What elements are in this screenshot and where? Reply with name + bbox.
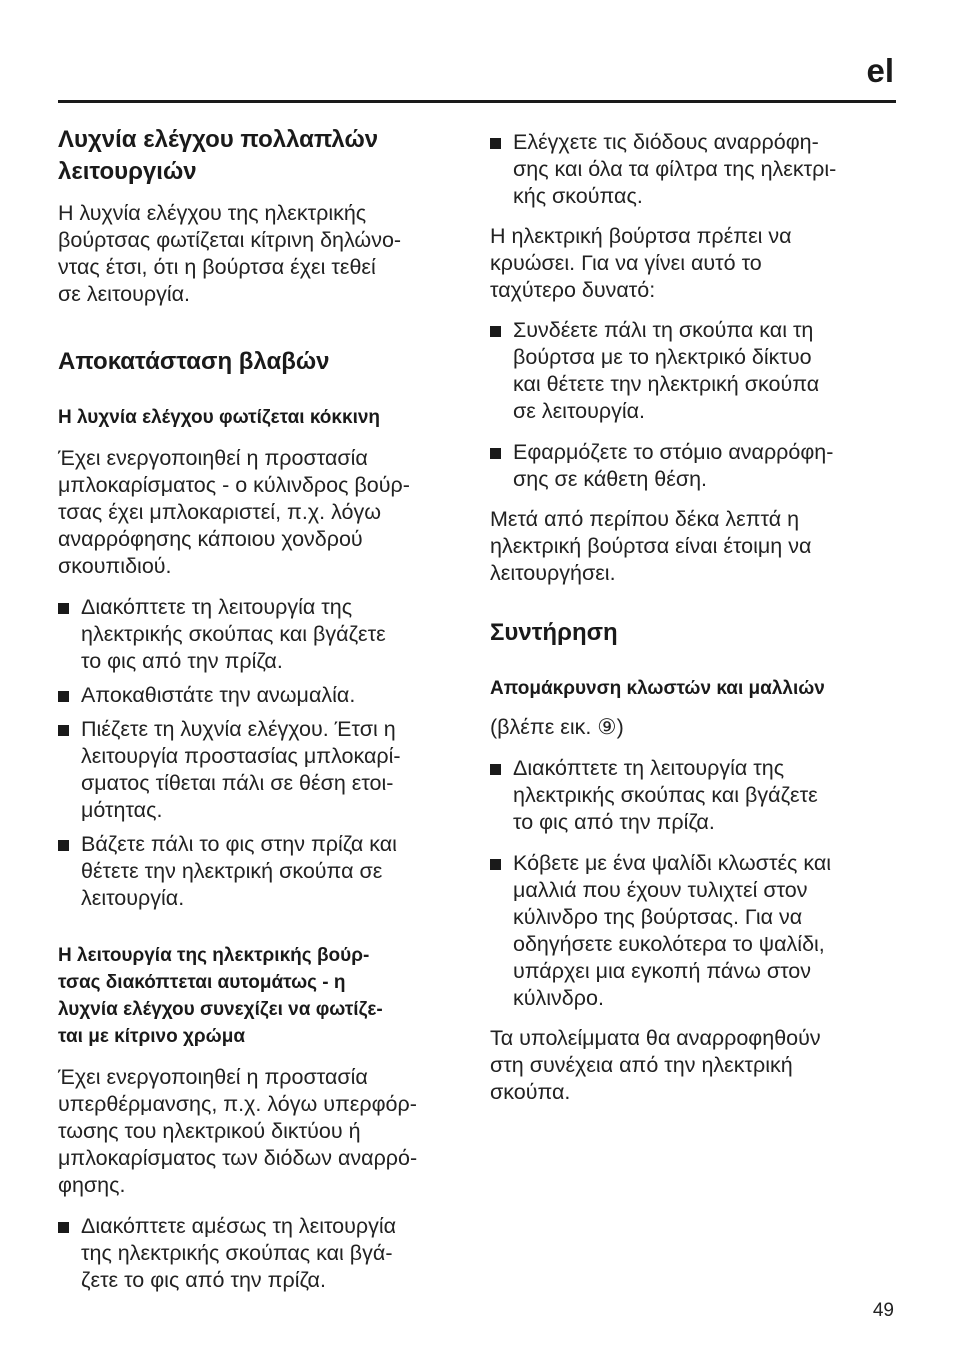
cool-down-steps xyxy=(490,317,900,493)
paragraph-cool-down: Η ηλεκτρική βούρτσα πρέπει να κρυώσει. Για να γίνει αυτό το ταχύτερο δυνατό: xyxy=(490,224,792,302)
header-rule xyxy=(58,100,896,103)
figure-reference: (βλέπε εικ. ⑨) xyxy=(490,715,624,739)
list-item: Εφαρμόζετε το στόμιο αναρρόφη- σης σε κάθετη θέση. xyxy=(490,439,900,493)
auto-off-steps xyxy=(58,1213,468,1294)
heading-maintenance: Συντήρηση xyxy=(490,619,618,646)
paragraph-ready: Μετά από περίπου δέκα λεπτά η ηλεκτρική βούρτσα είναι έτοιμη να λειτουργήσει. xyxy=(490,507,812,585)
paragraph-control-lamp: Η λυχνία ελέγχου της ηλεκτρικής βούρτσας φωτίζεται κίτρινη δηλώνο- ντας έτσι, ότι η βούρτσα έχει τεθεί σε λειτουργία. xyxy=(58,201,402,306)
list-item: Βάζετε πάλι το φις στην πρίζα και θέτετε την ηλεκτρική σκούπα σε λειτουργία. xyxy=(58,831,468,912)
list-item: Κόβετε με ένα ψαλίδι κλωστές και μαλλιά που έχουν τυλιχτεί στον κύλινδρο της βούρτσας. Για να οδηγήσετε ευκολότερα το ψαλίδι, υπάρχει μια εγκοπή πάνω στον κύλινδρο. xyxy=(490,850,900,1012)
left-column xyxy=(58,124,468,1294)
list-item: Διακόπτετε τη λειτουργία της ηλεκτρικής σκούπας και βγάζετε το φις από την πρίζα. xyxy=(490,755,900,836)
list-item: Ελέγχετε τις διόδους αναρρόφη- σης και όλα τα φίλτρα της ηλεκτρι- κής σκούπας. xyxy=(490,129,900,210)
heading-red-lamp: Η λυχνία ελέγχου φωτίζεται κόκκινη xyxy=(58,407,381,428)
heading-control-lamp: Λυχνία ελέγχου πολλαπλών λειτουργιών xyxy=(58,126,379,185)
list-item: Συνδέετε πάλι τη σκούπα και τη βούρτσα με το ηλεκτρικό δίκτυο και θέτετε την ηλεκτρική σκούπα σε λειτουργία. xyxy=(490,317,900,425)
heading-remove-threads: Απομάκρυνση κλωστών και μαλλιών xyxy=(490,678,825,699)
paragraph-auto-off: Έχει ενεργοποιηθεί η προστασία υπερθέρμανσης, π.χ. λόγω υπερφόρ- τωσης του ηλεκτρικού δικτύου ή μπλοκαρίσματος των διόδων αναρρό- φησης. xyxy=(58,1065,418,1197)
page-number: 49 xyxy=(872,1300,894,1321)
paragraph-red-lamp: Έχει ενεργοποιηθεί η προστασία μπλοκαρίσματος - ο κύλινδρος βούρ- τσας έχει μπλοκαριστεί, π.χ. λόγω αναρρόφησης κάποιου χονδρού σκουπιδιού. xyxy=(58,446,410,578)
list-item: Διακόπτετε τη λειτουργία της ηλεκτρικής σκούπας και βγάζετε το φις από την πρίζα. xyxy=(58,594,468,675)
heading-auto-off: Η λειτουργία της ηλεκτρικής βούρ- τσας διακόπτεται αυτομάτως - η λυχνία ελέγχου συνεχίζει να φωτίζε- ται με κίτρινο χρώμα xyxy=(58,945,383,1047)
list-item: Αποκαθιστάτε την ανωμαλία. xyxy=(58,682,468,709)
heading-fault-repair: Αποκατάσταση βλαβών xyxy=(58,348,330,375)
list-item: Διακόπτετε αμέσως τη λειτουργία της ηλεκτρικής σκούπας και βγά- ζετε το φις από την πρίζα. xyxy=(58,1213,468,1294)
red-lamp-steps xyxy=(58,594,468,912)
paragraph-residue: Τα υπολείμματα θα αναρροφηθούν στη συνέχεια από την ηλεκτρική σκούπα. xyxy=(490,1026,821,1104)
language-code: el xyxy=(866,52,894,89)
right-column xyxy=(490,124,900,1106)
list-item: Πιέζετε τη λυχνία ελέγχου. Έτσι η λειτουργία προστασίας μπλοκαρί- σματος τίθεται πάλι σε θέση ετοι- μότητας. xyxy=(58,716,468,824)
maintenance-steps xyxy=(490,755,900,1012)
